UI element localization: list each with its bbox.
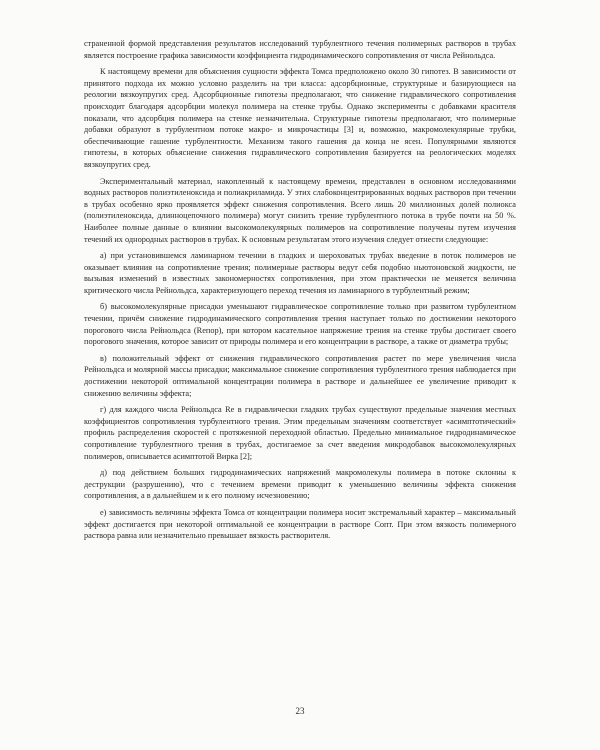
list-item-d: д) под действием больших гидродинамических напряжений макромолекулы полимера в потоке склонны к деструкции (разрушению), что с течением времени приводит к уменьшению величины эффекта снижения сопротивления, а в дальнейшем и к его полному исчезновению; [84, 468, 516, 501]
paragraph-hypotheses: К настоящему времени для объяснения сущности эффекта Томса предположено около 30 гипотез. В зависимости от принятого подхода их можно условно разделить на три класса: адсорбционные, структурные и базирующиеся на реологии вязкоупругих сред. Адсорбционные гипотезы предполагают, что снижение гидравлического сопротивления происходит благодаря адсорбции молекул полимера на стенке трубы. Однако эксперименты с добавками красителя показали, что адсорбция полимера на стенке незначительна. Структурные гипотезы предполагают, что полимерные добавки образуют в турбулентном потоке макро- и микрочастицы [3] и, возможно, макромолекулярные трубки, обеспечивающие гашение турбулентности. Механизм такого гашения да конца не ясен. Популярными являются гипотезы, в которых объяснение снижения гидравлического сопротивления базируется на реологических моделях вязкоупругих сред. [84, 67, 516, 169]
paragraph-experimental: Экспериментальный материал, накопленный к настоящему времени, представлен в основном исследованиями водных растворов полиэтиленоксида и полиакриламида. У этих слабоконцентрированных водных растворов при течении в трубах особенно ярко проявляется эффект снижения сопротивления. Всего лишь 20 миллионных долей полиокса (полиэтиленоксида, длинноцепочного полимера) могут снизить трение турбулентного потока в трубе почти на 50 %. Наиболее полные данные о влиянии высокомолекулярных полимеров на сопротивление получены путем изучения течений их однородных растворов в трубах. К основным результатам этого изучения следует отнести следующие: [84, 176, 516, 244]
list-item-b: б) высокомолекулярные присадки уменьшают гидравлическое сопротивление только при развитом турбулентном течении, причём снижение гидродинамического сопротивления трения наступает только по достижении некоторого порогового числа Рейнольдса (Reпор), при котором касательное напряжение трения на стенке трубы достигает своего порогового значения, которое зависит от природы полимера и его концентрации в растворе, а также от диаметра трубы; [84, 302, 516, 347]
list-item-g: г) для каждого числа Рейнольдса Re в гидравлически гладких трубах существуют предельные значения местных коэффициентов сопротивления турбулентного трения. Этим предельным значениям соответствует «асимптотический» профиль распределения скоростей с протяженной переходной областью. Предельно минимальное гидродинамическое сопротивление турбулентного трения в трубах, достигаемое за счет введения микродобавок высокомолекулярных полимеров, описывается асимптотой Вирка [2]; [84, 405, 516, 461]
page-number: 23 [295, 706, 305, 716]
paragraph-continuation: страненной формой представления результатов исследований турбулентного течения полимерных растворов в трубах является построение графика зависимости коэффициента гидродинамического сопротивления от числа Рейнольдса. [84, 39, 516, 60]
list-item-e: е) зависимость величины эффекта Томса от концентрации полимера носит экстремальный характер – максимальный эффект достигается при некоторой оптимальной ее концентрации в растворе Cопт. При этом вязкость полимерного раствора равна или незначительно превышает вязкость растворителя. [84, 507, 516, 541]
list-item-a: а) при установившемся ламинарном течении в гладких и шероховатых трубах введение в поток полимеров не оказывает влияния на сопротивление трения; полимерные растворы ведут себя подобно ньютоновской жидкости, не вызывая изменений в известных закономерностях сопротивления, при этом практически не меняется величина критического числа Рейнольдса, характеризующего переход течения из ламинарного в турбулентный режим; [84, 251, 516, 295]
list-item-v: в) положительный эффект от снижения гидравлического сопротивления растет по мере увеличения числа Рейнольдса и молярной массы присадки; максимальное снижение сопротивления турбулентного трения наблюдается при достижении некоторой оптимальной концентрации полимера в растворе и дальнейшее ее увеличение приводит к снижению величины эффекта; [84, 353, 516, 398]
